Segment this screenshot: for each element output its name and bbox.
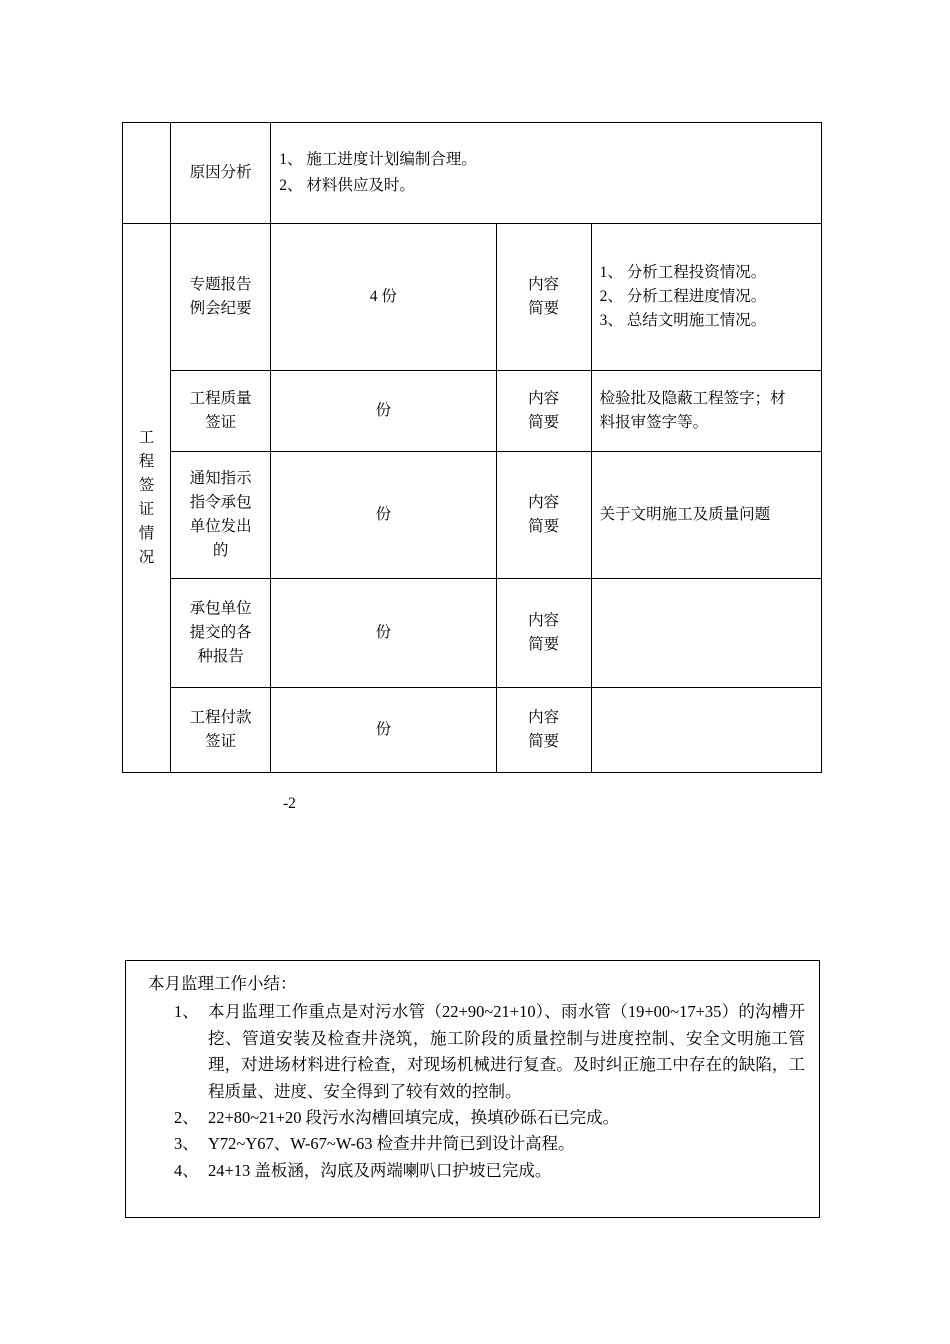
row-brief-cell	[496, 452, 591, 579]
row-item-line: 专题报告	[189, 275, 252, 293]
row-item-line: 单位发出	[189, 518, 252, 535]
row-item-line: 工程质量	[189, 389, 252, 407]
row-desc-cell	[591, 452, 821, 579]
row-item-line: 通知指示	[189, 469, 252, 487]
row-brief-line: 简要	[528, 733, 560, 750]
reason-row-label-cell	[123, 123, 171, 224]
list-item-text: 本月监理工作重点是对污水管（22+90~21+10）、雨水管（19+00~17+35）的沟槽开挖、管道安装及检查井浇筑，施工阶段的质量控制与进度控制、安全文明施工管理，对进场材料进行检查，对现场机械进行复查。及时纠正施工中存在的缺陷，工程质量、进度、安全得到了较有效的控制。	[208, 1002, 805, 1101]
list-item-text: 22+80~21+20 段污水沟槽回填完成，换填砂砾石已完成。	[208, 1107, 620, 1127]
table-row	[123, 224, 822, 371]
row-item-line: 签证	[205, 414, 237, 431]
row-brief-line: 内容	[528, 275, 560, 293]
row-item-line: 例会纪要	[189, 300, 252, 317]
row-item-line: 提交的各	[189, 623, 252, 641]
list-item-marker: 4、	[174, 1160, 199, 1180]
row-item-cell	[171, 224, 271, 371]
row-brief-line: 内容	[528, 708, 560, 726]
row-item-cell	[171, 371, 271, 452]
monthly-summary-box	[125, 960, 820, 1218]
reason-line: 2、 材料供应及时。	[279, 177, 415, 194]
table-row	[123, 688, 822, 773]
row-desc-line: 3、 总结文明施工情况。	[599, 312, 767, 329]
table-row	[123, 579, 822, 688]
reason-row-item: 原因分析	[171, 123, 271, 224]
row-brief-line: 内容	[528, 493, 560, 511]
row-item-line: 签证	[205, 733, 237, 750]
row-brief-line: 内容	[528, 389, 560, 407]
row-brief-cell	[496, 224, 591, 371]
row-desc-cell	[591, 224, 821, 371]
table-row	[123, 371, 822, 452]
row-quantity-cell: 4 份	[271, 224, 496, 371]
row-brief-line: 简要	[528, 518, 560, 535]
list-item	[140, 1131, 805, 1157]
reason-line: 1、 施工进度计划编制合理。	[279, 150, 477, 168]
row-quantity-cell: 份	[271, 452, 496, 579]
row-brief-line: 简要	[528, 414, 560, 431]
monitoring-table-wrapper	[122, 122, 822, 773]
summary-title: 本月监理工作小结：	[148, 974, 297, 993]
reason-row-content	[271, 123, 822, 224]
list-item-text: Y72~Y67、W-67~W-63 检查井井筒已到设计高程。	[208, 1134, 575, 1154]
list-item-marker: 1、	[174, 1002, 199, 1022]
row-quantity-cell: 份	[271, 688, 496, 773]
list-item-text: 24+13 盖板涵，沟底及两端喇叭口护坡已完成。	[208, 1160, 552, 1180]
row-desc-line: 关于文明施工及质量问题	[599, 505, 771, 523]
row-item-line: 指令承包	[189, 493, 252, 511]
row-item-line: 工程付款	[189, 708, 252, 726]
row-brief-cell	[496, 371, 591, 452]
section-label-cell	[123, 224, 171, 773]
row-quantity-cell: 份	[271, 579, 496, 688]
row-item-cell	[171, 579, 271, 688]
row-item-line: 的	[212, 542, 229, 560]
row-desc-line: 检验批及隐蔽工程签字；材	[599, 389, 786, 407]
section-label-text: 工程签证情况	[138, 428, 156, 567]
list-item	[140, 999, 805, 1105]
row-item-line: 承包单位	[189, 599, 252, 617]
list-item-marker: 3、	[174, 1134, 199, 1154]
row-brief-line: 内容	[528, 611, 560, 629]
row-item-line: 种报告	[197, 648, 244, 665]
row-brief-cell	[496, 688, 591, 773]
row-desc-cell	[591, 688, 821, 773]
summary-list	[140, 999, 805, 1184]
row-brief-line: 简要	[528, 636, 560, 653]
row-desc-line: 1、 分析工程投资情况。	[599, 263, 767, 281]
list-item-marker: 2、	[174, 1107, 199, 1127]
table-row	[123, 452, 822, 579]
row-item-cell	[171, 688, 271, 773]
table-row	[123, 123, 822, 224]
row-quantity-cell: 份	[271, 371, 496, 452]
row-item-cell	[171, 452, 271, 579]
row-desc-line: 料报审签字等。	[599, 414, 709, 431]
row-desc-line: 2、 分析工程进度情况。	[599, 287, 767, 305]
page-number: -2	[283, 795, 296, 812]
row-desc-cell	[591, 579, 821, 688]
row-desc-cell	[591, 371, 821, 452]
row-brief-line: 简要	[528, 300, 560, 317]
list-item	[140, 1105, 805, 1131]
monitoring-table	[122, 122, 822, 773]
row-brief-cell	[496, 579, 591, 688]
list-item	[140, 1158, 805, 1184]
